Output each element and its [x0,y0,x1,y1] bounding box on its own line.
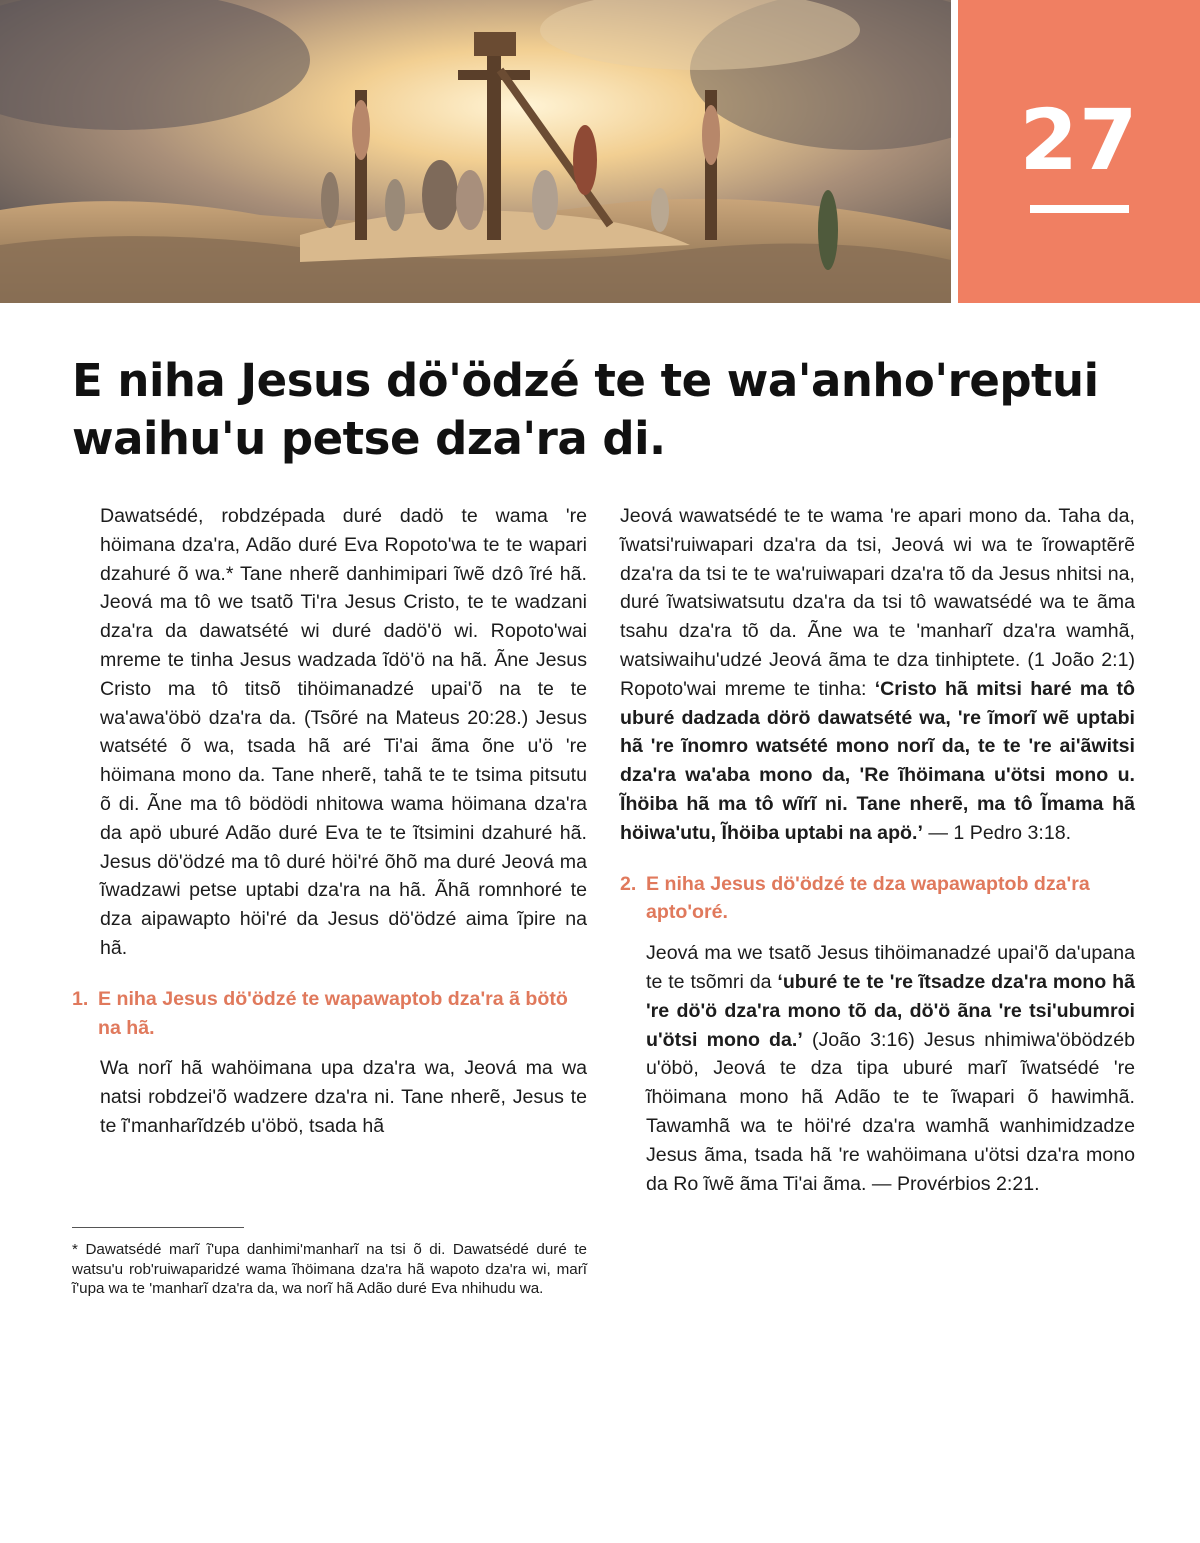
question-1-heading [72,985,587,1043]
chapter-number: 27 [1019,91,1139,189]
question-1-paragraph-continued [620,502,1135,848]
q2-text-1: Jeová ma we tsatõ Jesus tihöimanadzé upai'õ da'upana te te tsõmri da [646,942,1135,993]
left-column [72,502,587,1141]
question-1-title: E niha Jesus dö'ödzé te wapawaptob dza'ra ã bötö na hã. [98,987,568,1039]
chapter-number-underline [1030,205,1129,213]
q1-cont-text-2: — 1 Pedro 3:18. [922,821,1072,844]
right-column [620,502,1135,1198]
footnote: * Dawatsédé marĩ ĩ'upa danhimi'manharĩ na tsi õ di. Dawatsédé duré te watsu'u rob'ruiwaparidzé wama ĩhöimana dza'ra hã wapoto dza'ra wi, marĩ ĩ'upa wa te 'manharĩ dza'ra da, wa norĩ hã Adão duré Eva nhihudu wa. [72,1241,587,1297]
intro-paragraph: Dawatsédé, robdzépada duré dadö te wama 're höimana dza'ra, Adão duré Eva Ropoto'wa te te wapari dzahuré õ wa.* Tane nherẽ danhimipari ĩwẽ dzô ĩré hã. Jeová ma tô we tsatõ Ti'ra Jesus Cristo, te te wadzani dza'ra da dawatsété wi duré dadö'ö wi. Ropoto'wai mreme te tinha Jesus wadzada ĩdö'ö na hã. Ãne Jesus Cristo ma tô titsõ tihöimanadzé upai'õ na te te wa'awa'öbö dza'ra da. (Tsõré na Mateus 20:28.) Jesus watsété õ wa, tsada hã aré Ti'ai ãma õne u'ö 're höimana mono da. Tane nherẽ, tahã te te tsima pitsutu õ di. Ãne ma tô bödödi nhitowa wama höimana dza'ra da apö uburé Adão duré Eva te te ĩtsimini dzahuré hã. Jesus dö'ödzé ma tô duré höi'ré õhõ ma duré Jeová ma ĩwadzawi petse uptabi dza'ra na hã. Ãhã romnhoré te dza aipawapto höi'ré da Jesus dö'ödzé aima ĩpire na hã. [100,505,587,959]
hero-image [0,0,951,303]
chapter-badge [958,0,1200,303]
question-2-title: E niha Jesus dö'ödzé te dza wapawaptob dza'ra apto'oré. [646,872,1090,924]
question-2-number: 2. [620,872,637,895]
question-1-number: 1. [72,987,89,1010]
q1-cont-bold-quote: ‘Cristo hã mitsi haré ma tô uburé dadzada dörö dawatsété wa, 're ĩmorĩ wẽ uptabi hã 're ĩnomro watsété mono norĩ da, te te 're ai'ãwitsi dza'ra wa'aba mono da, 'Re ĩhöimana u'ötsi mono u. Ĩhöiba hã ma tô wĩrĩ ni. Tane nherẽ, ma tô Ĩmama hã höiwa'utu, Ĩhöiba uptabi na apö.’ [620,677,1135,844]
q1-cont-text-1: Jeová wawatsédé te te wama 're apari mono da. Taha da, ĩwatsi'ruiwapari dza'ra da tsi, Jeová wi wa te ĩrowaptẽrẽ dza'ra da tsi te te wa'ruiwapari dza'ra tõ da Jesus nhitsi na, duré ĩwatsiwatsutu dza'ra da tsi tô wawatsédé wa te ãma tsahu dza'ra tõ da. Ãne wa te 'manharĩ dza'ra wamhã, watsiwaihu'udzé Jeová ãma te dza tinhiptete. (1 João 2:1) Ropoto'wai mreme te tinha: [620,505,1135,700]
crucifixion-scene-illustration [0,0,951,303]
question-1-paragraph: Wa norĩ hã wahöimana upa dza'ra wa, Jeová ma wa natsi robdzei'õ wadzere dza'ra ni. Tane nherẽ, Jesus te te ĩ'manharĩdzéb u'öbö, tsada hã [100,1057,587,1137]
q2-text-2: (João 3:16) Jesus nhimiwa'öbödzéb u'öbö, Jeová te dza tipa uburé marĩ ĩwatsédé 're ĩhöimana mono hã Adão te te ĩwapari õ hawimhã. Tawamhã wa te höi'ré dza'ra wamhã wanhimidzadze Jesus ãma, tsada hã 're wahöimana u'ötsi dza'ra mono da Ro ĩwẽ ãma Ti'ai ãma. — Provérbios 2:21. [646,1028,1135,1195]
q2-bold-quote: ‘uburé te te 're ĩtsadze dza'ra mono hã 're dö'ö dza'ra mono tõ da, dö'ö ãna 're tsi'ubumroi u'ötsi mono da.’ [646,970,1135,1051]
page-title: E niha Jesus dö'ödzé te te wa'anho'reptui waihu'u petse dza'ra di. [72,354,1099,465]
question-2-paragraph [620,939,1135,1198]
footnote-divider [72,1227,244,1228]
question-2-heading [620,870,1135,928]
